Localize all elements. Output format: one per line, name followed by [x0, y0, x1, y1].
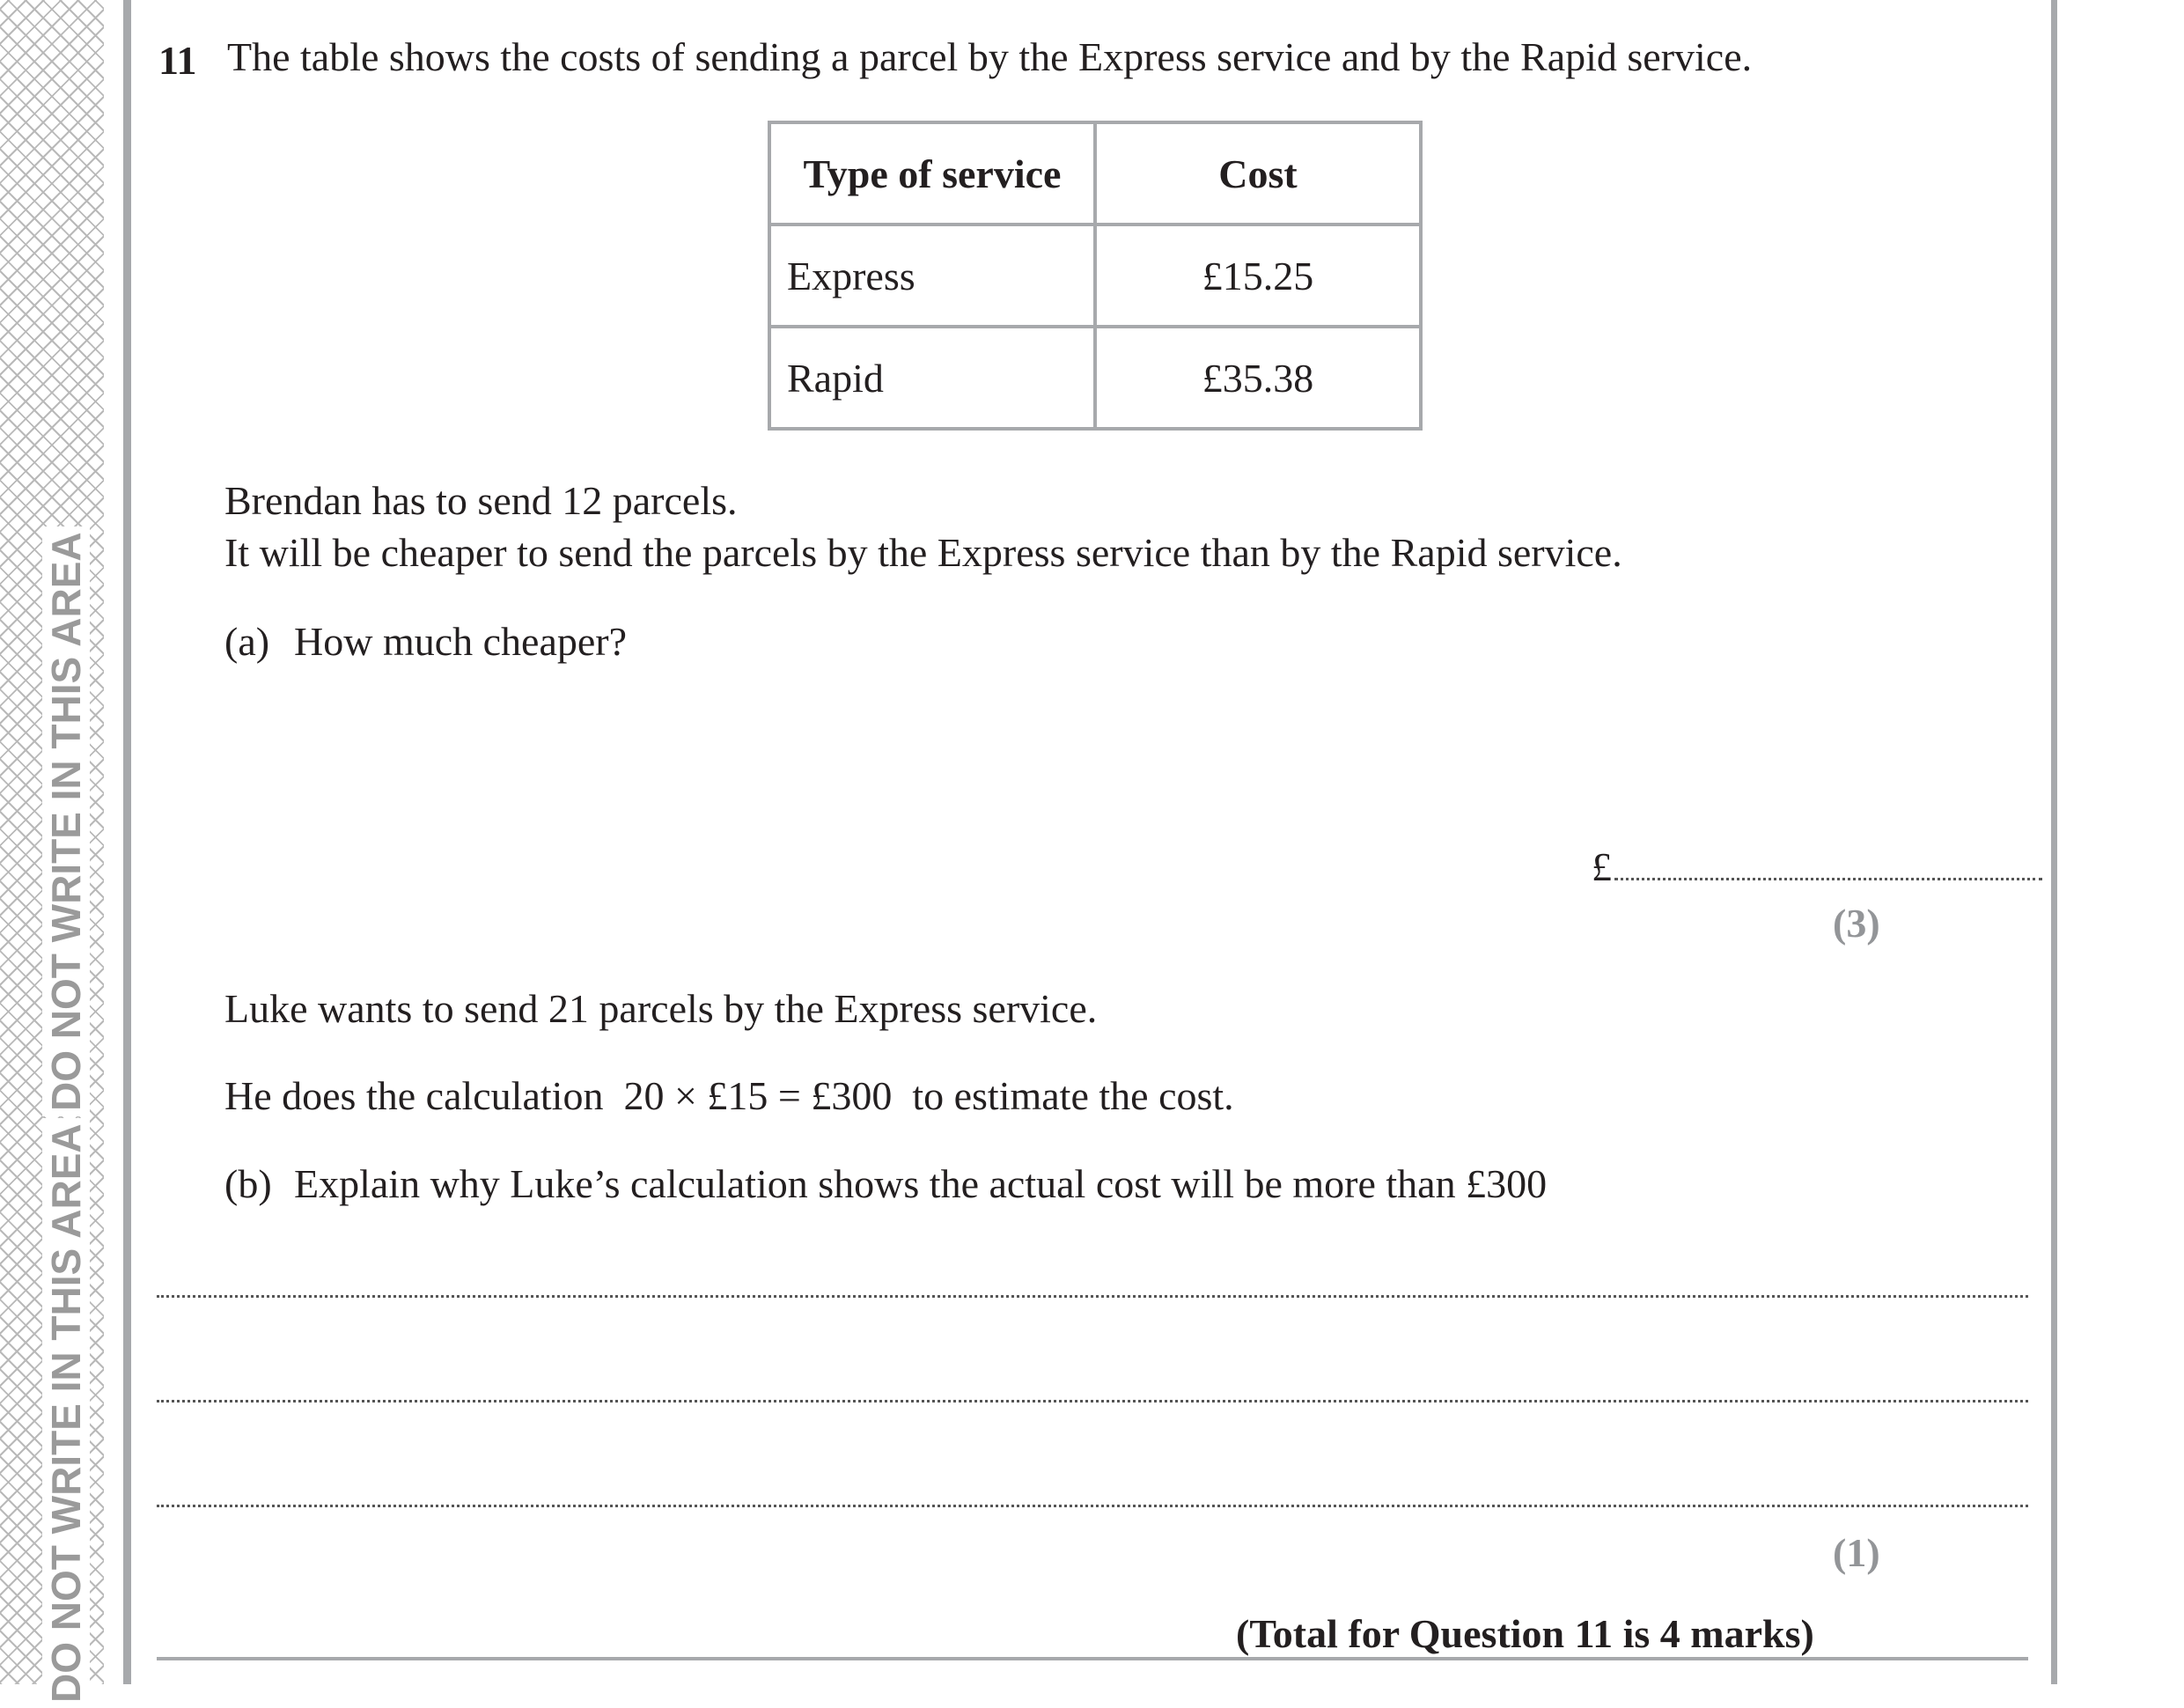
- bottom-rule: [157, 1657, 2028, 1660]
- table-row: [769, 327, 1421, 429]
- luke-line-1: Luke wants to send 21 parcels by the Express service.: [224, 986, 1098, 1031]
- part-b-answer-line-1[interactable]: [157, 1295, 2028, 1298]
- luke-line-2: He does the calculation 20 × £15 = £300 to estimate the cost.: [224, 1073, 1234, 1118]
- question-number: 11: [158, 38, 197, 83]
- left-border-line: [123, 0, 131, 1684]
- margin-warning-text: DO NOT WRITE IN THIS AREA: [42, 526, 90, 1116]
- margin-warning-text-partial: DO NOT WRITE IN THIS AREA: [42, 1118, 90, 1708]
- part-a-label: (a): [224, 619, 270, 664]
- part-a-marks: (3): [1833, 901, 1880, 946]
- table-cell-service: Rapid: [769, 327, 1095, 429]
- part-a-answer-line[interactable]: [1614, 878, 2042, 880]
- part-b-label: (b): [224, 1161, 272, 1206]
- table-cell-cost: £15.25: [1095, 225, 1421, 327]
- right-border-line: [2051, 0, 2057, 1684]
- table-cell-service: Express: [769, 225, 1095, 327]
- part-b-answer-line-2[interactable]: [157, 1400, 2028, 1402]
- cost-table: [768, 121, 1423, 431]
- question-total: (Total for Question 11 is 4 marks): [1236, 1611, 1814, 1656]
- part-b-prompt: Explain why Luke’s calculation shows the actual cost will be more than £300: [294, 1161, 1548, 1206]
- part-b-answer-line-3[interactable]: [157, 1505, 2028, 1507]
- do-not-write-margin: [0, 0, 104, 1703]
- table-header-cost: Cost: [1095, 122, 1421, 225]
- table-header-row: [769, 122, 1421, 225]
- part-b-marks: (1): [1833, 1530, 1880, 1575]
- part-a-prompt: How much cheaper?: [294, 619, 628, 664]
- table-header-service: Type of service: [769, 122, 1095, 225]
- context-line-1: Brendan has to send 12 parcels.: [224, 478, 738, 523]
- table-cell-cost: £35.38: [1095, 327, 1421, 429]
- table-row: [769, 225, 1421, 327]
- question-stem: The table shows the costs of sending a parcel by the Express service and by the Rapid service.: [227, 34, 1753, 79]
- context-line-2: It will be cheaper to send the parcels by the Express service than by the Rapid service.: [224, 530, 1622, 575]
- answer-currency-symbol: £: [1592, 844, 1612, 889]
